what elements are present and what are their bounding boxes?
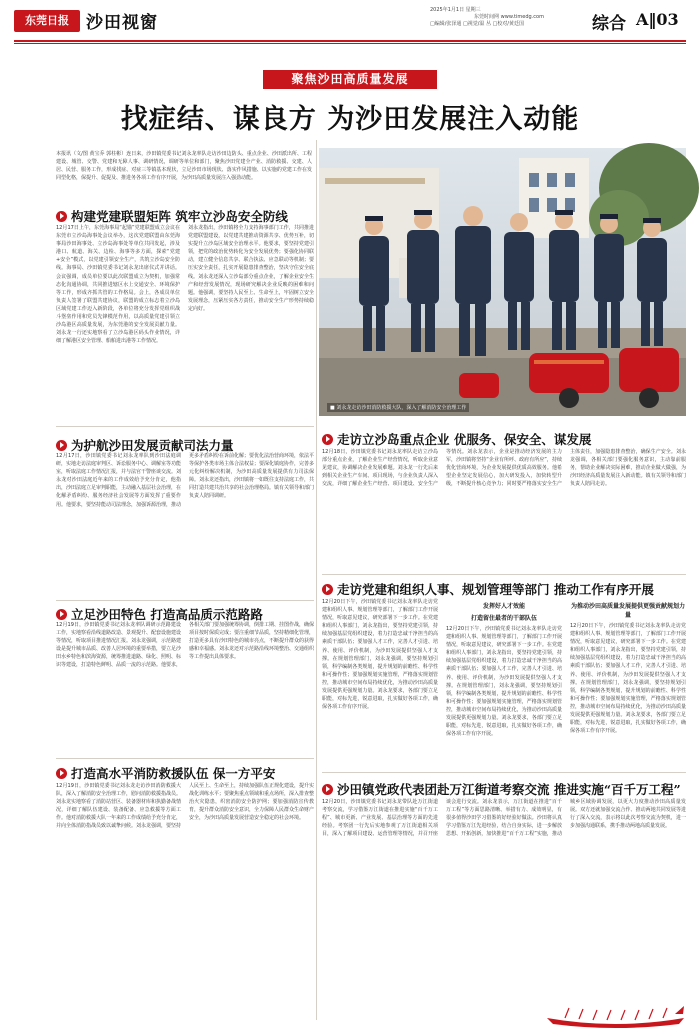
divider	[56, 758, 314, 759]
section-heading-text: 构建党建联盟矩阵 筑牢立沙岛安全防线	[71, 209, 288, 224]
section-3-body: 12月19日，沙田镇党委书记刘永龙率队调研示范路建设工作，实地察看沿线道路改造、景观提升、配套设施建设等情况，听取项目推进情况汇报。刘永龙强调，示范路建设是提升城市品质、改善人居环境的重要举措，要立足沙田水乡特色和滨海资源，统筹推进道路、绿化、照明、标识等建设，打造特色鲜明、品质一流的示范路。他要求，各相关部门要加强统筹协调，倒排工期、挂图作战，确保项目按时保质完成；要注重细节品质，坚持精细化管理，打造更多具有沙田特色的城市亮点，不断提升群众的获得感和幸福感。刘永龙还对示范路沿线环境整治、交通组织等工作提出具体要求。	[56, 622, 315, 669]
bullet-icon	[322, 584, 333, 595]
subhead-organize: 发挥好人才效能	[482, 603, 525, 610]
newspaper-logo: 东莞日报	[14, 10, 80, 32]
bullet-icon	[56, 440, 67, 451]
section-1-col-1: 12月17日上午，东莞海事局“起锚”党建联盟成立会议在东莞市立沙岛海事处会议举办，这次党建联盟由东莞海事局沙田海事处、立沙岛海事处等单位共同发起，涉及港口、航道、海关、边检、海事等多方面，探索“党建+安全”模式，以党建引领安全生产，共筑立沙岛安全防线。海事局、沙田镇党委书记刘永龙出席仪式并讲话。会议强调，成员单位要以此次联盟成立为契机，加强常态化沟通协调，共同推进辖区水上交通安全、环境保护等工作，形成齐抓共管的工作格局。会上，各成员单位负责人签署了联盟共建协议，联盟的成立标志着立沙岛区域党建工作迈入新阶段，各单位将充分发挥党组织战斗堡垒作用和党员先锋模范作用，以高质量党建引领立沙岛港区高质量发展，为东莞港的安全发展贡献力量。刘永龙一行还实地察看了立沙岛港区码头作业情况，详细了解港区安全管理、船舶进出港等工作情况。	[56, 225, 180, 345]
bullet-icon	[56, 609, 67, 620]
section-6-col-2-text: 12月20日下午，沙田镇党委书记刘永龙率队走访党建和组织人事、规划管理等部门，了解部门工作开展情况，听取意见建议，研究部署下一步工作。在党建和组织人事部门，刘永龙指出，要坚持党建引领，持续加强基层党组织建设，着力打造忠诚干净担当的高素质干部队伍；要加强人才工作，完善人才引进、培养、使用、评价机制，为沙田发展提供坚强人才支撑。在规划管理部门，刘永龙强调，要坚持规划引领，科学编制各类规划，提升规划的前瞻性、科学性和可操作性；要加强规划实施管理，严格落实规划管控，推动城市空间布局持续优化，为推动沙田高质量发展提供更强规划力量。刘永龙要求，各部门要立足职能，对标先进，锐意进取，扎实做好各项工作，确保各项工作有序开展。	[446, 626, 562, 738]
section-heading-5	[322, 430, 591, 448]
section-heading-text: 沙田镇党政代表团赴万江街道考察交流 推进实施“百千万工程”	[337, 782, 681, 797]
page-number: A‖03	[636, 10, 679, 29]
section-6-col-1: 12月20日下午，沙田镇党委书记刘永龙率队走访党建和组织人事、规划管理等部门，了解部门工作开展情况，听取意见建议，研究部署下一步工作。在党建和组织人事部门，刘永龙指出，要坚持党建引领，持续加强基层党组织建设，着力打造忠诚干净担当的高素质干部队伍；要加强人才工作，完善人才引进、培养、使用、评价机制，为沙田发展提供坚强人才支撑。在规划管理部门，刘永龙强调，要坚持规划引领，科学编制各类规划，提升规划的前瞻性、科学性和可操作性；要加强规划实施管理，严格落实规划管控，推动城市空间布局持续优化，为推动沙田高质量发展提供更强规划力量。刘永龙要求，各部门要立足职能，对标先进，锐意进取，扎实做好各项工作，确保各项工作有序开展。	[322, 599, 438, 711]
header-rule-thin	[14, 43, 686, 44]
firefighters-photo-illustration	[319, 148, 686, 416]
section-heading-4	[56, 764, 275, 782]
main-headline: 找症结、谋良方 为沙田发展注入动能	[120, 104, 580, 135]
divider	[56, 426, 314, 427]
issue-date: 2025年1月1日 星期三	[430, 7, 481, 13]
divider	[322, 772, 686, 773]
subhead-talent: 打造留住最者的干部队伍	[470, 615, 537, 622]
section-6-col-3-text: 12月20日下午，沙田镇党委书记刘永龙率队走访党建和组织人事、规划管理等部门，了解部门工作开展情况，听取意见建议，研究部署下一步工作。在党建和组织人事部门，刘永龙指出，要坚持党建引领，持续加强基层党组织建设，着力打造忠诚干净担当的高素质干部队伍；要加强人才工作，完善人才引进、培养、使用、评价机制，为沙田发展提供坚强人才支撑。在规划管理部门，刘永龙强调，要坚持规划引领，科学编制各类规划，提升规划的前瞻性、科学性和可操作性；要加强规划实施管理，严格落实规划管控，推动城市空间布局持续优化，为推动沙田高质量发展提供更强规划力量。刘永龙要求，各部门要立足职能，对标先进，锐意进取，扎实做好各项工作，确保各项工作有序开展。	[570, 623, 686, 735]
bullet-icon	[56, 768, 67, 779]
section-6-col-3	[570, 598, 686, 768]
photo-caption: ■ 刘永龙走访沙田消防救援大队，深入了解消防安全治理工作	[327, 403, 469, 412]
bullet-icon	[322, 434, 333, 445]
news-photo	[319, 148, 686, 416]
bullet-icon	[56, 211, 67, 222]
section-6-col-2	[446, 598, 562, 768]
section-heading-7	[322, 780, 681, 798]
section-heading-text: 立足沙田特色 打造高品质示范路路	[71, 607, 263, 622]
page-category: 综合	[592, 14, 626, 34]
section-title: 沙田视窗	[86, 13, 158, 33]
section-5-body: 12月18日，沙田镇党委书记刘永龙率队走访立沙岛部分重点企业，了解企业生产经营情况，听取企业意见建议，协调解决企业发展难题。刘永龙一行先后来到相关企业生产车间、项目现场，与企业负责人深入交流，详细了解企业生产经营、项目建设、安全生产等情况。刘永龙表示，企业是推动经济发展的主力军，沙田镇将坚持“企业有所呼、政府有所应”，持续优化营商环境，为企业发展提供优质高效服务。他希望企业坚定发展信心，加大研发投入，加快转型升级，不断提升核心竞争力；同时要严格落实安全生产主体责任，加强隐患排查整治，确保生产安全。刘永龙强调，各相关部门要强化服务意识，主动靠前服务，帮助企业解决实际困难，推动企业做大做强，为沙田经济高质量发展注入新动能。镇有关领导和部门负责人陪同走访。	[322, 449, 686, 488]
header-rule	[14, 40, 686, 42]
section-heading-text: 为护航沙田发展贡献司法力量	[71, 438, 234, 453]
divider	[322, 574, 686, 575]
column-divider	[316, 140, 317, 1020]
issue-info	[430, 7, 588, 28]
section-2-body: 12月17日，沙田镇党委书记刘永龙率队到沙田法庭调研，实地走访法庭审判区、诉讼服务中心、调解室等功能室，听取法庭工作情况汇报，并与法官干警座谈交流。刘永龙对沙田法庭近年来的工作成效给予充分肯定，他指出，沙田法庭立足审判职能，主动融入基层社会治理，在化解矛盾纠纷、服务经济社会发展等方面发挥了重要作用。他要求，要坚持能动司法理念，加强诉源治理，推动更多矛盾纠纷在诉前化解；要优化法治营商环境，依法平等保护各类市场主体合法权益；要深化镇庭协作，完善多元化纠纷解决机制，为沙田高质量发展提供有力司法保障。刘永龙还指出，沙田镇将一如既往支持法庭工作，共同打造共建共治共享的社会治理格局。镇有关领导和部门负责人陪同调研。	[56, 453, 315, 508]
section-heading-text: 走访党建和组织人事、规划管理等部门 推动工作有序开展	[337, 582, 654, 597]
section-4-body: 12月19日，沙田镇党委书记刘永龙走访沙田消防救援大队，深入了解消防安全治理工作，慰问消防救援指战员。刘永龙实地察看了消防站营区、装备器材库和执勤备战情况，详细了解队伍建设、装备配备、应急救援等方面工作。他对消防救援大队一年来的工作成绩给予充分肯定，并向全体消防指战员致以诚挚问候。刘永龙强调，要坚持人民至上、生命至上，持续加强队伍正规化建设，提升实战化训练水平；要聚焦重点领域和重点场所，深入排查整治火灾隐患，织密消防安全防护网；要加强消防宣传教育，提升群众消防安全意识，全力保障人民群众生命财产安全，为沙田高质量发展营造安全稳定的社会环境。	[56, 783, 315, 830]
dragon-boat-icon	[545, 1000, 686, 1028]
issue-site: 东莞时间网 www.timedg.com	[474, 14, 544, 20]
subhead-plan: 为推动沙田高质量发展提供更强贡献规划力量	[570, 603, 685, 619]
section-7-body: 12月20日，沙田镇党委书记刘永龙带队赴万江街道考察交流，学习借鉴万江街道在推进实施“百千万工程”、城市更新、产业发展、基层治理等方面的先进经验。考察团一行先后实地参观了万江街道相关项目，深入了解项目建设、运营管理等情况，并召开座谈会进行交流。刘永龙表示，万江街道在推进“百千万工程”等方面思路清晰、举措有力、成效明显，有很多值得沙田学习借鉴的好经验好做法。沙田将认真学习借鉴万江先进经验，结合自身实际，进一步解放思想、开拓创新，加快推进“百千万工程”实施，推动城乡区域协调发展，以更大力度推动沙田高质量发展。双方还就加强交流合作、推动两地共同发展等进行了深入交流，表示将以此次考察交流为契机，进一步加强沟通联系，携手推动两地高质量发展。	[322, 799, 686, 838]
section-heading-text: 打造高水平消防救援队伍 保一方平安	[71, 766, 276, 781]
lead-paragraph: 本报讯（文/图 黄宝乔 郭柱彬）连日来，沙田镇党委书记刘永龙率队走访沙田边防头、重点企业、沙田派出所、工程建设、城管、交警、党建和无障人事、调研情况，调研等单位和部门，聚焦沙田党建全产业、消防救援、交建、人居、民营、服务工作，形成找症、对症三等镇基本现状，立足沙田市场现状、落实作风措施、以实施的党建工作在发同型化格，保提升、促提及、推进务各项工作有序开展，为沙田高质量发展注入强劲动能。	[56, 151, 312, 182]
bullet-icon	[322, 784, 333, 795]
masthead	[0, 0, 700, 42]
section-6-body	[322, 598, 686, 768]
topic-banner: 聚焦沙田高质量发展	[263, 70, 437, 89]
divider	[56, 600, 314, 601]
section-heading-1	[56, 207, 288, 225]
section-heading-6	[322, 580, 654, 598]
issue-editors: □编辑/张泽通 □视觉/温 丛 □校对/黄廷国	[430, 21, 524, 27]
section-1-col-2: 刘永龙指出，沙田镇将全力支持海事部门工作，共同推进党建联盟建设，以党建共建推动资源共享、优势互补，切实提升立沙岛区域安全治理水平。他要求，要坚持党建引领，把党的政治优势转化为安全发展优势；要强化协同联动，建立健全信息共享、联合执法、应急联动等机制；要压实安全责任，扎实开展隐患排查整治，坚决守住安全底线。刘永龙还深入立沙岛部分重点企业，了解企业安全生产和经营发展情况，现场研究解决企业反映的困难和问题。他强调，要坚持人民至上、生命至上，牢固树立安全发展理念，压紧压实各方责任，推动安全生产形势持续稳定向好。	[188, 225, 314, 312]
section-heading-text: 走访立沙岛重点企业 优服务、保安全、谋发展	[337, 432, 592, 447]
